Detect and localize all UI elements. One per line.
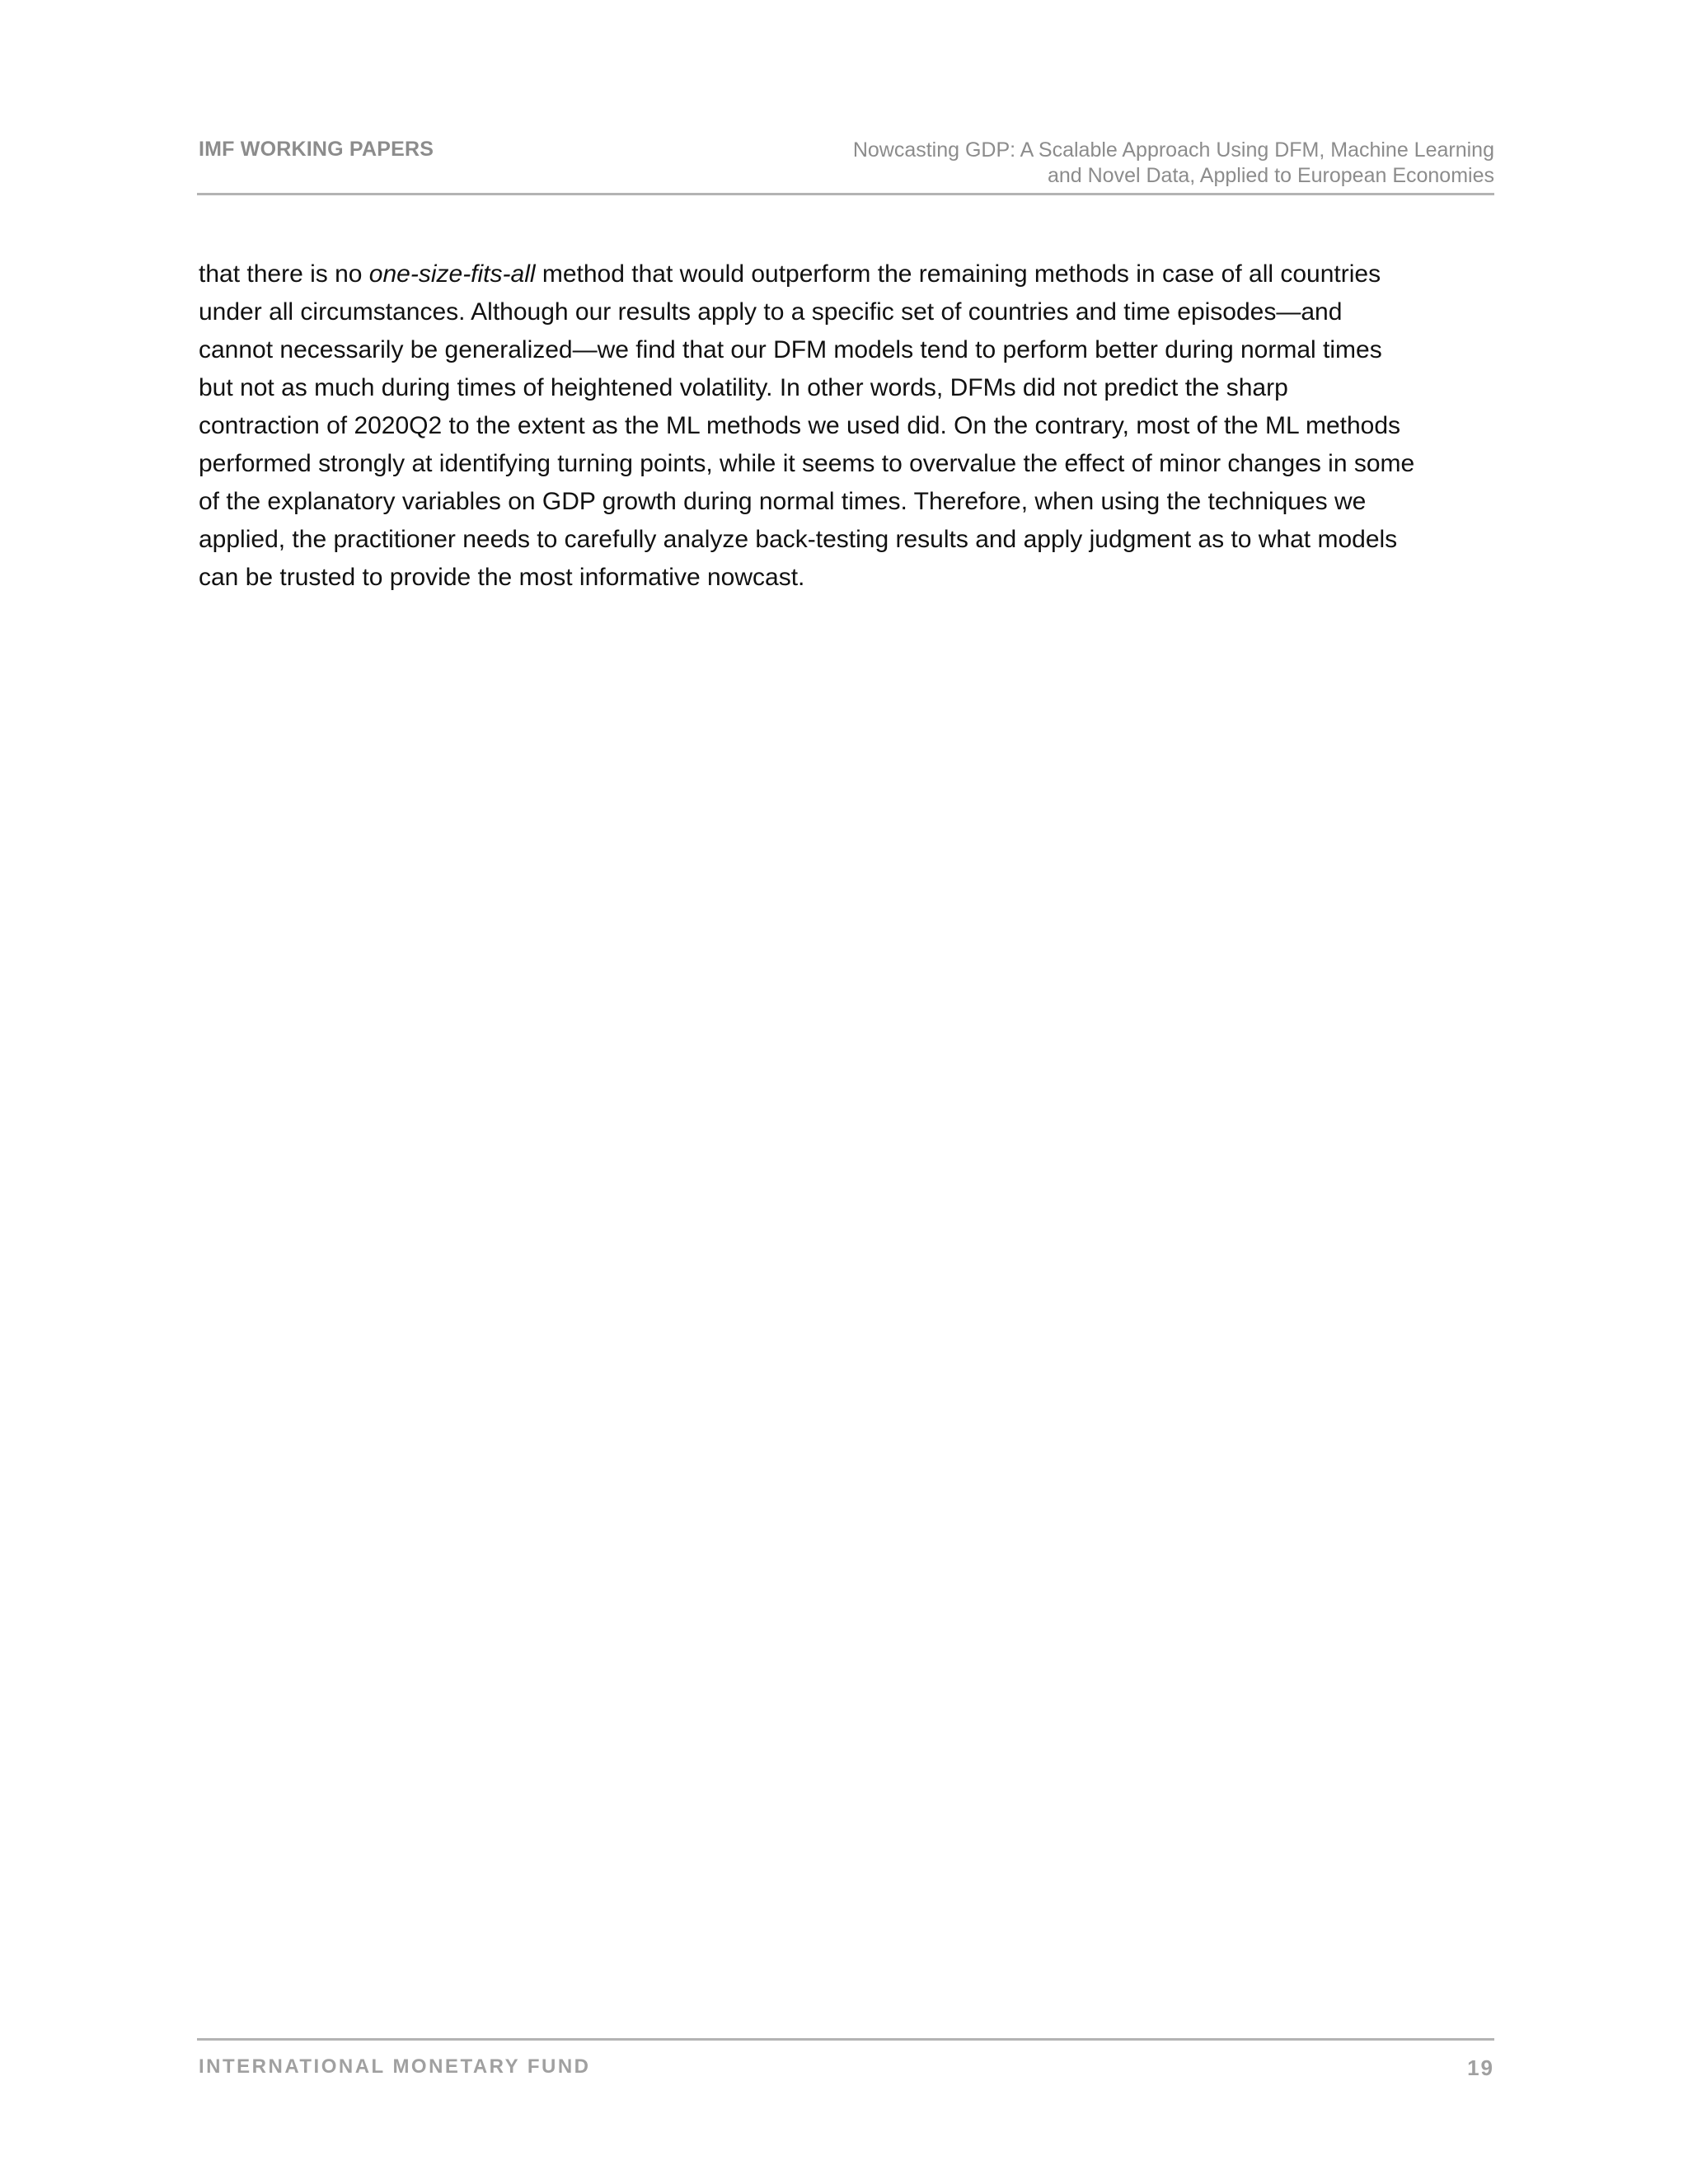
line-1-prefix: that there is no <box>199 260 369 288</box>
page-number: 19 <box>1467 2055 1494 2080</box>
paragraph-line-4: but not as much during times of heightened volatility. In other words, DFMs did not predict the sharp <box>199 374 1288 401</box>
footer-divider <box>197 2038 1494 2041</box>
paragraph-line-5: contraction of 2020Q2 to the extent as the ML methods we used did. On the contrary, most of the ML methods <box>199 412 1401 439</box>
body-paragraph <box>199 255 1501 597</box>
paragraph-line-9: can be trusted to provide the most informative nowcast. <box>199 564 805 591</box>
page-header <box>197 134 1494 195</box>
header-series-label: IMF WORKING PAPERS <box>199 138 434 161</box>
paragraph-line-6: performed strongly at identifying turning points, while it seems to overvalue the effect of minor changes in some <box>199 450 1415 477</box>
header-title-line-2: and Novel Data, Applied to European Economies <box>1047 164 1494 187</box>
paragraph-line-1 <box>199 255 1501 293</box>
paragraph-line-7: of the explanatory variables on GDP growth during normal times. Therefore, when using the techniques we <box>199 488 1367 515</box>
paragraph-line-3: cannot necessarily be generalized—we find that our DFM models tend to perform better during normal times <box>199 336 1382 363</box>
paragraph-line-8: applied, the practitioner needs to carefully analyze back-testing results and apply judgment as to what models <box>199 526 1398 553</box>
footer-publisher: INTERNATIONAL MONETARY FUND <box>199 2055 591 2078</box>
header-paper-title <box>853 138 1494 189</box>
paragraph-line-2: under all circumstances. Although our results apply to a specific set of countries and time episodes—and <box>199 298 1343 326</box>
header-title-line-1: Nowcasting GDP: A Scalable Approach Using DFM, Machine Learning <box>852 138 1494 162</box>
line-1-suffix: method that would outperform the remaining methods in case of all countries <box>535 260 1381 288</box>
italic-phrase: one-size-fits-all <box>368 260 536 288</box>
